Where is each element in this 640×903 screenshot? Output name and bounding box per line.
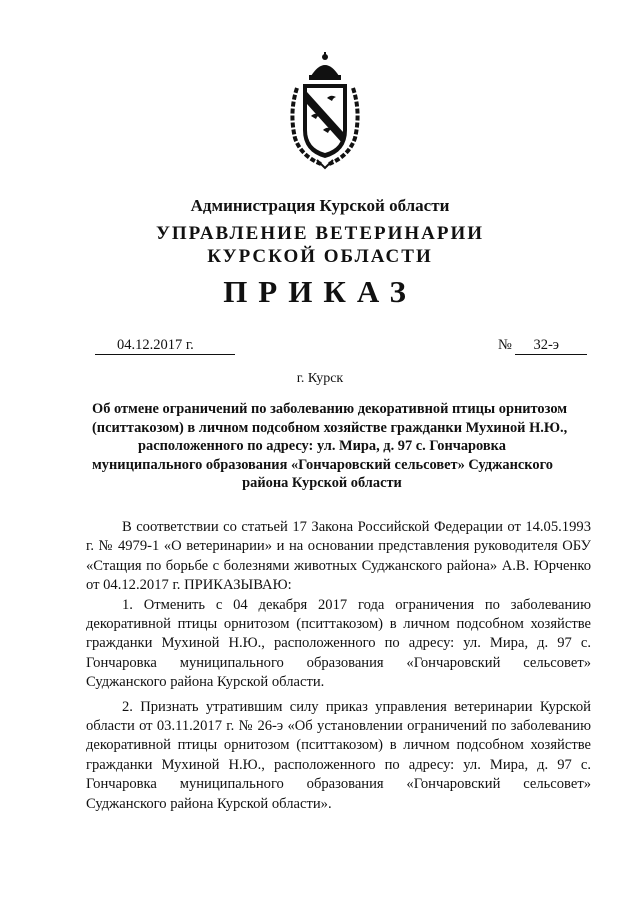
subject-line: муниципального образования «Гончаровский сельсовет» Суджанского: [92, 456, 553, 473]
order-body: [86, 518, 591, 814]
subject-line: Об отмене ограничений по заболеванию декоративной птицы орнитозом: [92, 401, 568, 417]
order-number-label: №: [498, 337, 512, 353]
subject-line: района Курской области: [242, 475, 402, 492]
document-type-title: ПРИКАЗ: [223, 274, 417, 309]
order-city: г. Курск: [296, 371, 344, 386]
coat-of-arms-icon: [287, 52, 363, 172]
order-number-value: 32-э: [515, 337, 587, 355]
order-item-2: 2. Признать утратившим силу приказ управления ветеринарии Курской области от 03.11.2017 г. № 26-э «Об установлении ограничений по заболеванию декоративной птицы орнитозом (пситтакозом) в личном подсобном хозяйстве гражданки Мухиной Н.Ю., расположенного по адресу: ул. Мира, д. 97 с. Гончаровка муниципального образования «Гончаровский сельсовет» Суджанского района Курской области».: [86, 698, 591, 812]
subject-line: расположенного по адресу: ул. Мира, д. 97 с. Гончаровка: [138, 438, 506, 455]
order-date: 04.12.2017 г.: [95, 337, 235, 355]
subject-line: (пситтакозом) в личном подсобном хозяйстве гражданки Мухиной Н.Ю.,: [92, 419, 568, 436]
department-title: [0, 222, 640, 268]
department-title-line1: УПРАВЛЕНИЕ ВЕТЕРИНАРИИ: [155, 223, 485, 244]
order-item-1: 1. Отменить с 04 декабря 2017 года ограничения по заболеванию декоративной птицы орнитозом (пситтакозом) в личном подсобном хозяйстве гражданки Мухиной Н.Ю., расположенного по адресу: ул. Мира, д. 97 с. Гончаровка муниципального образования «Гончаровский сельсовет» Суджанского района Курской области.: [86, 596, 591, 691]
intro-paragraph: В соответствии со статьей 17 Закона Российской Федерации от 14.05.1993 г. № 4979-1 «О ветеринарии» и на основании представления руководителя ОБУ «Стащия по борьбе с болезнями животных Суджанского района» А.В. Юрченко от 04.12.2017 г. ПРИКАЗЫВАЮ:: [86, 519, 591, 594]
department-title-line2: КУРСКОЙ ОБЛАСТИ: [207, 246, 433, 267]
order-subject: [92, 400, 568, 493]
order-number: [498, 337, 587, 355]
administration-title: Администрация Курской области: [190, 196, 450, 215]
